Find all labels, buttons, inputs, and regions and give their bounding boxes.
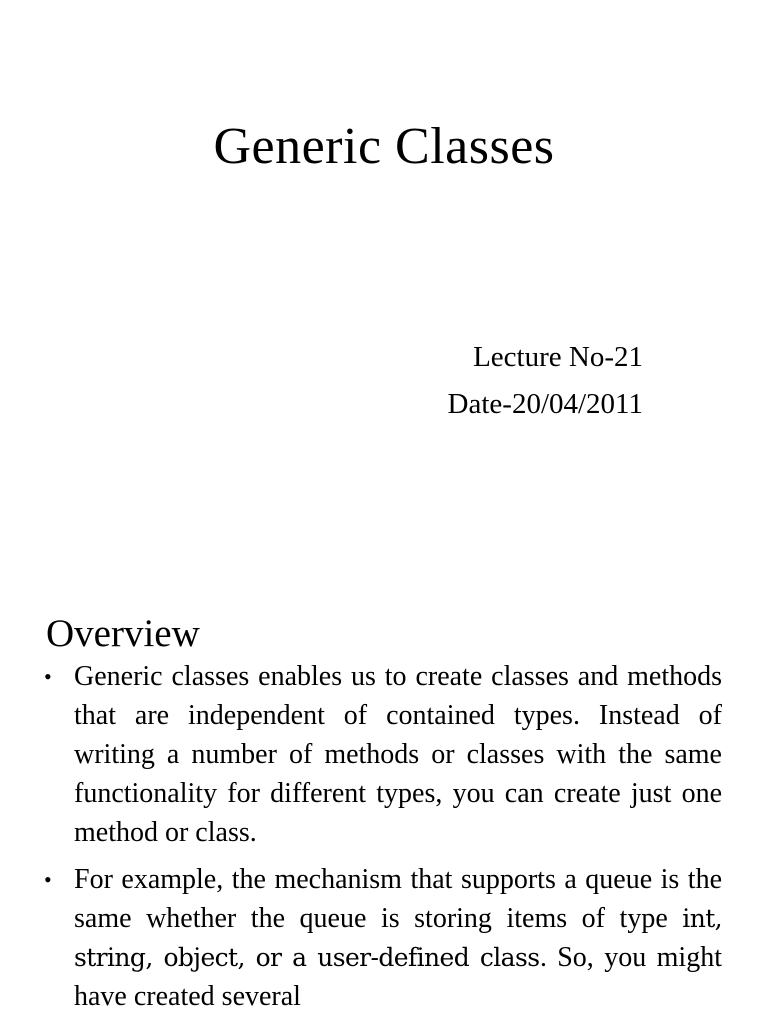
lecture-date: Date-20/04/2011 bbox=[447, 388, 643, 420]
bullet-marker: • bbox=[44, 867, 52, 892]
slide-title: Generic Classes bbox=[213, 118, 555, 175]
bullet-list bbox=[44, 657, 722, 1024]
bullet-item bbox=[44, 657, 722, 852]
bullet-text: Generic classes enables us to create classes and methods that are independent of contained types. Instead of writing a number of methods or classes with the same functionality for different types, you can create just one method or class. bbox=[74, 661, 722, 848]
bullet-text: For example, the mechanism that supports a queue is the same whether the queue is storing items of type bbox=[74, 864, 722, 934]
lecture-number: Lecture No-21 bbox=[473, 341, 643, 373]
bullet-marker: • bbox=[44, 664, 52, 689]
bullet-text-continued: So, you might have created several bbox=[74, 942, 722, 1012]
bullet-emphasis-text: int, string, object, or a user-defined class. bbox=[74, 904, 722, 972]
lecture-info bbox=[448, 334, 643, 428]
overview-heading: Overview bbox=[46, 612, 200, 655]
bullet-item bbox=[44, 860, 722, 1016]
